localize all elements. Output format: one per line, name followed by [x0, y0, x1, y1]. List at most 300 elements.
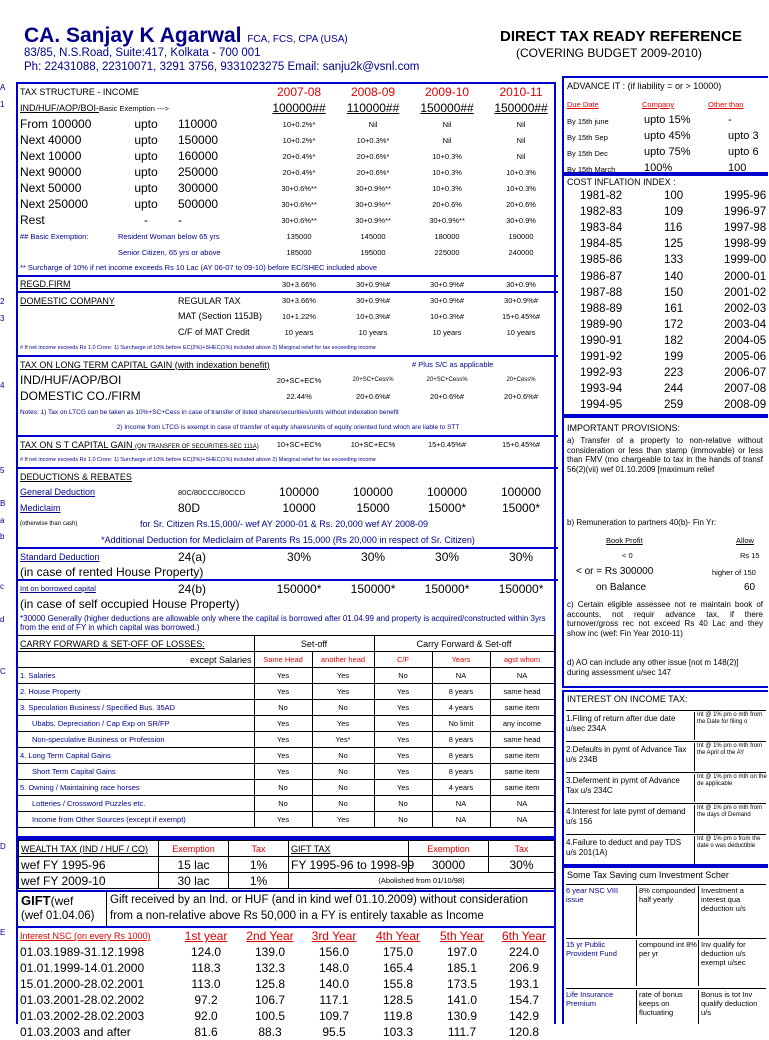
slab-row — [18, 164, 558, 180]
cell: upto — [134, 165, 158, 179]
cell: 197.0 — [446, 945, 478, 959]
cell: 100000 — [279, 485, 320, 499]
provision-c: c) Certain eligible assessee not re maintain book of accounts, not requir advance tax, if there turnover/gross rec not exceed Rs 40 Lac and they show inc (wef: Fin Year 2010-11) — [567, 600, 763, 638]
cell: 124.0 — [190, 945, 222, 959]
cell: Next 250000 — [20, 197, 89, 211]
cell: 185000 — [286, 247, 312, 257]
cell: 10+SC+EC% — [350, 440, 396, 449]
page-header — [0, 0, 768, 82]
column-header: Same Head — [254, 652, 312, 668]
deductions-label: DEDUCTIONS & REBATES — [20, 471, 132, 482]
cell: 81.6 — [194, 1025, 218, 1039]
cell: compound int 8% per yr — [636, 940, 699, 986]
cell: 8 years — [432, 684, 490, 700]
cell: 150000 — [178, 133, 219, 147]
cell: Int @ 1% pm o mth from the April of the AY — [694, 743, 769, 771]
cell: 195000 — [360, 247, 386, 257]
cell: 2000-01 — [724, 270, 767, 283]
cell: No — [312, 796, 374, 812]
cell: 2008-09 — [724, 399, 767, 412]
cell: wef FY 1995-96 — [19, 857, 159, 873]
cell: 118.3 — [191, 961, 221, 975]
cell: 139.0 — [254, 945, 286, 959]
cell: 132.3 — [254, 961, 286, 975]
cell: 1% — [229, 857, 289, 873]
cell: 2003-04 — [724, 318, 767, 331]
cell: Yes — [312, 668, 374, 684]
cell: any income — [490, 716, 554, 732]
cell: Int @ 1% pm o from the date o was deductible — [694, 836, 769, 864]
column-header: 6th Year — [501, 929, 547, 943]
table-row — [18, 992, 554, 1008]
cell: Nil — [516, 119, 526, 129]
cell: No — [312, 748, 374, 764]
cell: Int @ 1% pm o mth from the Date for filing o — [694, 712, 769, 740]
cell: Nil — [516, 151, 526, 161]
cell: 100000 — [501, 485, 542, 499]
cell: 30000 — [409, 857, 489, 873]
cell: NA — [490, 812, 554, 828]
cell: Next 40000 — [20, 133, 82, 147]
investment-row — [566, 938, 766, 987]
carry-forward-heading: Carry Forward & Set-off — [374, 636, 554, 652]
cell: 161 — [664, 302, 684, 315]
row-marker: c — [0, 582, 4, 591]
cell: Yes — [374, 716, 432, 732]
cell: 1982-83 — [580, 206, 623, 219]
cell: 150000* — [350, 581, 396, 596]
cell: Yes — [374, 748, 432, 764]
cell: 20+0.6% — [432, 199, 462, 209]
cell: 1985-86 — [580, 254, 623, 267]
cell: 1983-84 — [580, 222, 623, 235]
cell: Life Insurance Premium — [566, 990, 614, 1008]
table-row — [18, 684, 554, 700]
investment-row — [566, 988, 766, 1025]
cell: 125 — [664, 238, 684, 251]
senior-label: Senior Citizen, 65 yrs or above — [118, 247, 221, 257]
slab-row — [18, 132, 558, 148]
cell: NA — [432, 668, 490, 684]
cell: 148.0 — [318, 961, 350, 975]
cell: same item — [490, 780, 554, 796]
column-header: Exemption — [409, 841, 489, 857]
cell: 30 lac — [159, 873, 229, 889]
cell: 20+0.6%# — [356, 391, 391, 401]
cell: Int @ 1% pm o mth on the de applicable — [694, 774, 769, 802]
cell: 01.03.2003 and after — [20, 1025, 131, 1039]
cost-inflation-panel — [562, 174, 768, 416]
cell: 10+0.3% — [432, 183, 462, 193]
cell: 1999-00 — [724, 254, 767, 267]
cell: 1994-95 — [580, 399, 623, 412]
cell: 2005-06 — [724, 351, 767, 363]
cell: rate of bonus keeps on fluctuating — [636, 990, 699, 1024]
cell: 3.Deferment in pymt of Advance Tax u/s 234C — [566, 776, 680, 795]
cell: 100000 — [353, 485, 394, 499]
cell: 4 years — [432, 700, 490, 716]
cell: same item — [490, 700, 554, 716]
author-name: CA. Sanjay K Agarwal FCA, FCS, CPA (USA) — [24, 24, 348, 47]
ltcg-note-2: 2) Income from LTCG is exempt in case of transfer of equity shares/units of equity oriented fund which are liable to STT — [116, 424, 460, 431]
row-marker: E — [0, 928, 6, 937]
cell: 20+0.6%* — [356, 151, 390, 161]
table-row — [18, 668, 554, 684]
advance-tax-label: ADVANCE IT : (if liability = or > 10000) — [567, 81, 722, 91]
cell: 135000 — [286, 231, 312, 241]
cell: 133 — [664, 254, 684, 267]
cell: 10 years — [506, 327, 536, 337]
table-row — [18, 1008, 554, 1024]
cell: 224.0 — [508, 945, 540, 959]
cell: 10+SC+EC% — [276, 440, 322, 449]
cell: 141.0 — [446, 993, 478, 1007]
year-heading: 2009-10 — [425, 85, 470, 99]
cell: same item — [490, 764, 554, 780]
cell: 15 yr Public Provident Fund — [566, 940, 617, 958]
cell: 182 — [664, 334, 684, 347]
tax-saving-label: Some Tax Saving cum Investment Scher — [567, 870, 729, 880]
cell: 4.Interest for late pymt of demand u/s 156 — [566, 807, 686, 826]
section: 24(a) — [178, 549, 207, 564]
cell: 2001-02 — [724, 286, 767, 299]
cell: 01.03.2002-28.02.2003 — [20, 1009, 145, 1023]
cell: 2004-05 — [724, 334, 767, 347]
cell: 1991-92 — [580, 351, 623, 363]
cell: same head — [490, 732, 554, 748]
gift-label: GIFT(wef — [21, 893, 74, 908]
row-marker: 3 — [0, 314, 5, 323]
cell: Next 90000 — [20, 165, 82, 179]
cell: 30+0.9% — [506, 279, 536, 289]
cell: 30+0.9% — [506, 215, 536, 225]
table-row — [18, 764, 554, 780]
column-header: 3rd Year — [311, 929, 357, 943]
cell: No — [254, 796, 312, 812]
cell: upto — [134, 133, 158, 147]
cell: Income from Other Sources (except if exempt) — [18, 812, 254, 828]
cell: 8 years — [432, 748, 490, 764]
cell: Yes — [374, 764, 432, 780]
cell: 500000 — [178, 197, 219, 211]
cell: 88.3 — [258, 1025, 282, 1039]
cell: 110000 — [178, 117, 218, 131]
cell: 20+SC+EC% — [276, 375, 322, 385]
cell: 140 — [664, 270, 684, 283]
cell: 223 — [664, 367, 684, 380]
tax-saving-panel — [562, 866, 768, 1024]
cell: NA — [490, 668, 554, 684]
cell: 1989-90 — [580, 318, 623, 331]
cell: 185.1 — [446, 961, 478, 975]
gift-wef: (wef 01.04.06) — [21, 910, 95, 922]
provision-b: b) Remuneration to partners 40(b)- Fin Yr: — [567, 518, 717, 527]
ltcg-ind-label: IND/HUF/AOP/BOI — [20, 373, 122, 387]
row-marker: B — [0, 499, 6, 508]
general-deduction-label: General Deduction — [20, 487, 96, 497]
company-note: # If net income exceeds Rs 1.0 Crore: 1) Surcharge of 10% before EC(2%)+SHEC(1%) included above 2) Marginal relief for tax exceeding income — [20, 344, 376, 351]
tax-structure-label: TAX STRUCTURE - INCOME — [20, 87, 139, 97]
column-header: 2nd Year — [246, 929, 294, 943]
cii-label: COST INFLATION INDEX : — [567, 177, 676, 187]
mat-label: MAT (Section 115JB) — [178, 311, 263, 321]
row-marker: 4 — [0, 381, 5, 390]
slab-row — [18, 148, 558, 164]
table-row — [18, 748, 554, 764]
year-heading: 2010-11 — [499, 85, 543, 99]
cell: higher of 150 — [712, 568, 756, 577]
column-header: Due Date — [567, 100, 599, 109]
cell: 30% — [287, 549, 312, 564]
cell: 1996-97 — [724, 206, 767, 219]
cell: 30+0.9%# — [356, 296, 391, 305]
cell: 130.9 — [446, 1009, 478, 1023]
document-title: DIRECT TAX READY REFERENCE — [500, 28, 742, 45]
cell: 150 — [664, 286, 684, 299]
cell: 8 years — [432, 764, 490, 780]
cell: 20+0.4%* — [282, 151, 316, 161]
row-marker: 1 — [0, 100, 5, 109]
column-header: Tax — [489, 841, 555, 857]
cell: 10+0.3% — [432, 167, 462, 177]
cell: 20+SC+Cess% — [352, 377, 394, 383]
standard-deduction-note: (in case of rented House Property) — [20, 564, 204, 579]
cell: 2006-07 — [724, 367, 767, 380]
except-salaries: except Salaries — [18, 652, 254, 668]
cell: upto — [134, 197, 158, 211]
table-row — [18, 1024, 554, 1040]
cell: 165.4 — [382, 961, 414, 975]
cell: Yes — [254, 668, 312, 684]
stcg-label: TAX ON S T CAPITAL GAIN — [20, 439, 133, 450]
cell: 1990-91 — [580, 334, 623, 347]
cell: - — [144, 213, 148, 227]
cell: By 15th june — [567, 117, 609, 126]
allowance-header: Allow — [736, 536, 754, 545]
cell: 1995-96 — [724, 190, 767, 202]
cell: 10+0.3%# — [430, 311, 465, 321]
mediclaim-senior-note: for Sr. Citizen Rs.15,000/- wef AY 2000-01 & Rs. 20,000 wef AY 2008-09 — [140, 519, 429, 529]
regular-tax-label: REGULAR TAX — [178, 295, 241, 306]
column-header: Other than — [708, 100, 744, 109]
cell: 1997-98 — [724, 222, 767, 235]
cell: 109 — [664, 206, 684, 219]
table-row — [18, 796, 554, 812]
cell: 225000 — [434, 247, 460, 257]
cell: Yes — [374, 732, 432, 748]
cell: No — [312, 700, 374, 716]
cell: 180000 — [434, 231, 460, 241]
cell: From 100000 — [20, 117, 92, 131]
cell: 111.7 — [447, 1025, 477, 1039]
table-row — [18, 700, 554, 716]
cell: 142.9 — [508, 1009, 540, 1023]
row-marker: 2 — [0, 297, 5, 306]
cell: Yes — [374, 700, 432, 716]
interest-footnote: *30000 Generally (higher deductions are allowable only where the capital is borrowed after 01.04.99 and property is acquired/constructed within 3yrs from the end of FY in which capital was borrowed.) — [20, 613, 546, 632]
cell: Ubabs. Depreciation / Cap Exp on SR/FP — [18, 716, 254, 732]
cell: 160000 — [178, 149, 219, 163]
gift-tax-label: GIFT TAX — [289, 841, 409, 857]
row-marker: d — [0, 615, 5, 624]
cell: 6 year NSC VIII issue — [566, 886, 619, 904]
cell: 10+0.3%# — [356, 311, 391, 321]
cell: upto — [134, 181, 158, 195]
cell: 10+0.3% — [506, 183, 536, 193]
wealth-tax-panel — [16, 838, 556, 892]
cell: 117.1 — [319, 993, 349, 1007]
mediclaim-additional-note: *Additional Deduction for Mediclaim of Parents Rs 15,000 (Rs 20,000 in respect of Sr. Citizen) — [101, 534, 475, 545]
advance-tax-panel — [562, 76, 768, 174]
cell: 172 — [664, 318, 684, 331]
cell: 30% — [361, 549, 386, 564]
cell: 30+0.9%# — [430, 296, 465, 305]
interest-row — [566, 710, 766, 741]
cell: 10+0.3%* — [356, 135, 390, 145]
cell: 10 years — [358, 327, 388, 337]
section: 80D — [178, 501, 201, 515]
cell: Yes — [374, 684, 432, 700]
interest-income-tax-panel — [562, 690, 768, 866]
cell: Rs 15 — [740, 551, 760, 560]
cell: 100 — [728, 162, 747, 174]
column-header: 5th Year — [439, 929, 485, 943]
exemption-value: 150000## — [420, 101, 474, 115]
cell: 1984-85 — [580, 238, 623, 251]
cell: 30+0.6%** — [281, 215, 317, 225]
book-profit-header: Book Profit — [606, 536, 643, 545]
ltcg-co-label: DOMESTIC CO./FIRM — [20, 389, 141, 403]
cell: Inv qualify for deduction u/s exempt u/sec — [698, 940, 769, 986]
cell: 173.5 — [446, 977, 478, 991]
row-marker: 5 — [0, 466, 5, 475]
cell: Non-speculative Business or Profession — [18, 732, 254, 748]
company-label: DOMESTIC COMPANY — [20, 295, 115, 306]
exemption-value: 100000## — [272, 101, 326, 115]
cell: Yes — [254, 748, 312, 764]
abolished-note: (Abolished from 01/10/98) — [289, 873, 555, 889]
cell: 8 years — [432, 732, 490, 748]
table-row — [18, 976, 554, 992]
cell: 22.44% — [286, 391, 312, 401]
cell: NA — [490, 796, 554, 812]
cell: 10+0.3% — [506, 167, 536, 177]
cell: FY 1995-96 to 1998-99 — [289, 857, 409, 873]
year-heading: 2007-08 — [277, 85, 322, 99]
cell: 15+0.45%# — [427, 440, 467, 449]
cell: 30+0.9%** — [355, 183, 391, 193]
exemption-value: 150000## — [494, 101, 548, 115]
cell: 30% — [435, 549, 460, 564]
cell: 100% — [644, 162, 673, 174]
cell: 30+0.9%** — [355, 215, 391, 225]
cell: No — [254, 700, 312, 716]
cell: 60 — [744, 582, 756, 593]
cell: upto — [134, 149, 158, 163]
cell: 01.03.2001-28.02.2002 — [20, 993, 145, 1007]
nsc-label: Interest NSC (on every Rs 1000) — [20, 931, 151, 941]
cell: 20+0.6%* — [356, 167, 390, 177]
cell: 150000* — [424, 581, 470, 596]
cell: Nil — [442, 119, 452, 129]
cell: < or = Rs 300000 — [576, 566, 654, 577]
cell: 1981-82 — [580, 190, 623, 202]
cell: No — [254, 780, 312, 796]
stcg-note: # If net income exceeds Rs 1.0 Crore: 1) Surcharge of 10% before EC(2%)+SHEC(1%) included above 2) Marginal relief for tax exceeding income — [20, 456, 376, 463]
column-header: 4th Year — [375, 929, 421, 943]
cell: 4. Long Term Capital Gains — [18, 748, 254, 764]
cell: 15000* — [428, 501, 467, 515]
cell: 8% compounded half yearly — [636, 886, 699, 936]
cell: 10+0.2%* — [282, 119, 316, 129]
table-row — [18, 716, 554, 732]
ltcg-plus: # Plus S/C as applicable — [412, 360, 494, 369]
column-header: Company — [642, 100, 675, 109]
ltcg-label: TAX ON LONG TERM CAPITAL GAIN (with indexation benefit) — [20, 359, 270, 370]
cell: No — [312, 764, 374, 780]
surcharge-note: ** Surcharge of 10% if net income exceeds Rs 10 Lac (AY 06-07 to 09-10) before EC/SHEC included above — [20, 263, 378, 272]
cell: Yes — [312, 684, 374, 700]
cell: 1% — [229, 873, 289, 889]
cell: 103.3 — [382, 1025, 414, 1039]
cell: By 15th Sep — [567, 133, 608, 142]
cell: 206.9 — [508, 961, 540, 975]
cell: - — [178, 213, 182, 227]
cell: 119.8 — [383, 1009, 413, 1023]
ltcg-note-1: Notes: 1) Tax on LTCG can be taken as 10%+SC+Cess in case of transfer of listed shares/securities/units without indexation benefit — [20, 408, 399, 416]
cell: No limit — [432, 716, 490, 732]
cell: 240000 — [508, 247, 534, 257]
cell: 01.01.1999-14.01.2000 — [20, 961, 145, 975]
cell: 100 — [664, 190, 684, 202]
cell: No — [374, 812, 432, 828]
cell: 155.8 — [382, 977, 414, 991]
cell: 15 lac — [159, 857, 229, 873]
nsc-interest-panel — [16, 926, 556, 1039]
gift-text-2: from a non-relative above Rs 50,000 in a FY is entirely taxable as Income — [110, 910, 484, 922]
cell: 30+3.66% — [282, 296, 317, 305]
wealth-tax-label: WEALTH TAX (IND / HUF / CO) — [19, 841, 159, 857]
cell: 30+0.9%** — [355, 199, 391, 209]
cell: 109.7 — [318, 1009, 350, 1023]
cell: By 15th Dec — [567, 149, 608, 158]
cell: 120.8 — [508, 1025, 540, 1039]
cell: 193.1 — [508, 977, 540, 991]
cell: 20+0.6%# — [504, 391, 539, 401]
cell: 2007-08 — [724, 383, 767, 396]
mat-credit-label: C/F of MAT Credit — [178, 327, 250, 337]
cell: 4 years — [432, 780, 490, 796]
cell: 10 years — [284, 327, 314, 337]
cell: No — [374, 796, 432, 812]
cell: < 0 — [622, 551, 633, 560]
mediclaim-label: Mediclaim — [20, 503, 61, 513]
table-row — [18, 732, 554, 748]
cell: 15000 — [356, 501, 390, 515]
cell: wef FY 2009-10 — [19, 873, 159, 889]
cell: 106.7 — [254, 993, 286, 1007]
cell: No — [312, 780, 374, 796]
cell: upto 3 — [728, 130, 759, 142]
cell: 116 — [664, 222, 683, 235]
mediclaim-note: (otherwise than cash) — [20, 521, 78, 527]
cell: 1.Filing of return after due date u/sec 234A — [566, 714, 676, 733]
cell: 01.03.1989-31.12.1998 — [20, 945, 145, 959]
cell: 15000* — [502, 501, 541, 515]
cell: 156.0 — [318, 945, 350, 959]
cell: 1. Salaries — [18, 668, 254, 684]
interest-row — [566, 834, 766, 865]
